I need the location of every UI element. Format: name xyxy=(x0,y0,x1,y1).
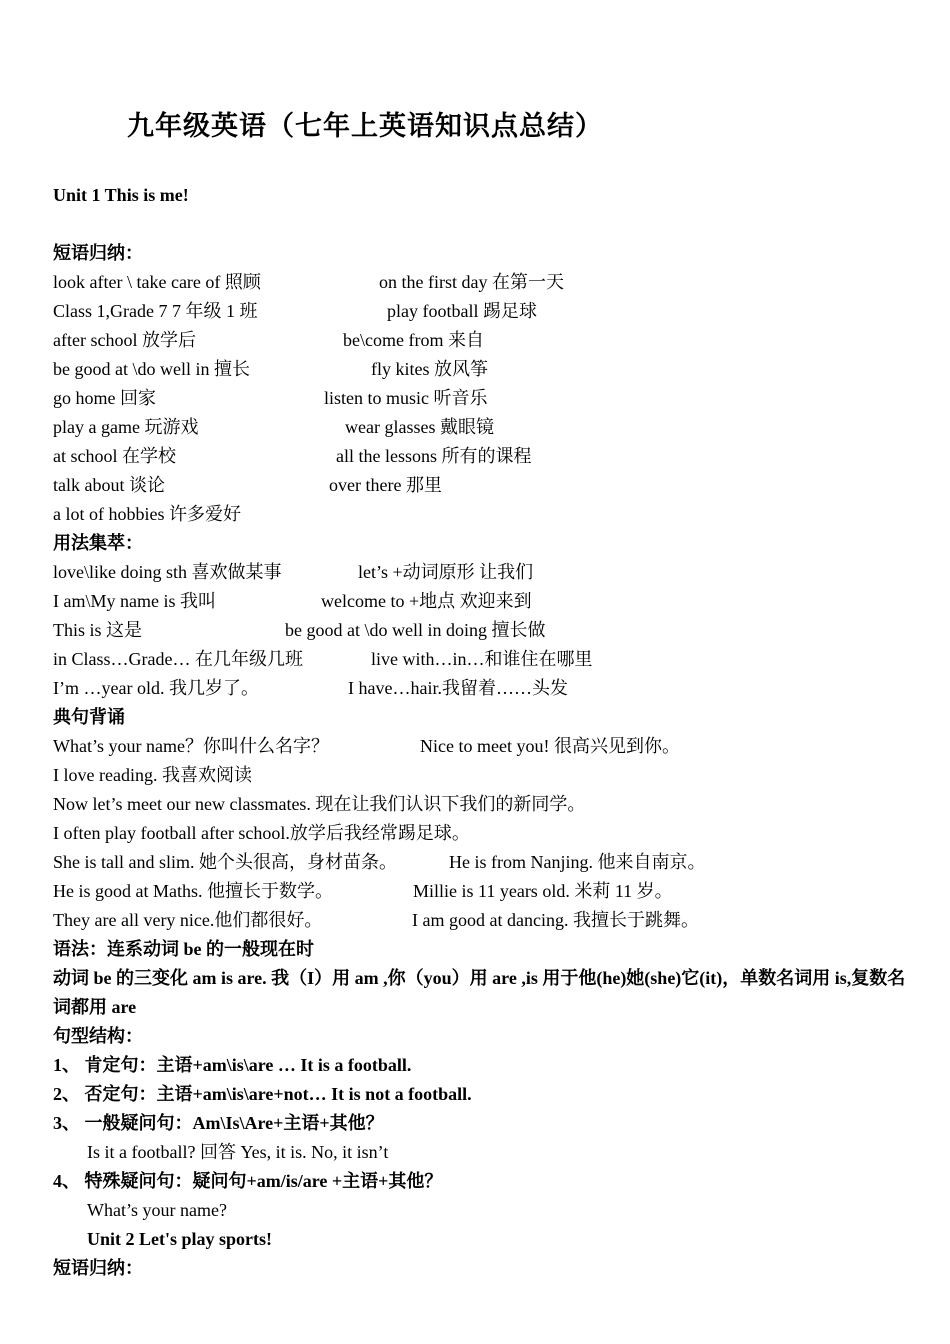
sentence-row: What’s your name？你叫什么名字？ Nice to meet you! 很高兴见到你。 xyxy=(53,736,680,756)
sentences-heading: 典句背诵 xyxy=(53,707,125,727)
grammar-heading: 语法：连系动词 be 的一般现在时 xyxy=(53,939,314,959)
structure-yes-no-example: Is it a football? 回答 Yes, it is. No, it isn’t xyxy=(87,1142,389,1162)
structure-affirmative: 1、 肯定句：主语+am\is\are … It is a football. xyxy=(53,1055,412,1075)
phrase-row: after school 放学后 be\come from 来自 xyxy=(53,330,484,350)
usage-row: in Class…Grade… 在几年级几班 live with…in…和谁住在哪里 xyxy=(53,649,593,669)
phrase-row: be good at \do well in 擅长 fly kites 放风筝 xyxy=(53,359,488,379)
sentence-row: I often play football after school.放学后我经常踢足球。 xyxy=(53,823,470,843)
sentence-row: He is good at Maths. 他擅长于数学。 Millie is 11 years old. 米莉 11 岁。 xyxy=(53,881,673,901)
sentence-row: Now let’s meet our new classmates. 现在让我们认识下我们的新同学。 xyxy=(53,794,586,814)
usage-row: I’m …year old. 我几岁了。 I have…hair.我留着……头发 xyxy=(53,678,568,698)
phrase-row: look after \ take care of 照顾 on the first day 在第一天 xyxy=(53,272,564,292)
structure-wh-example: What’s your name? xyxy=(87,1200,227,1220)
unit1-heading: Unit 1 This is me! xyxy=(53,185,189,205)
phrase-row: at school 在学校 all the lessons 所有的课程 xyxy=(53,446,532,466)
structure-yes-no-question: 3、 一般疑问句：Am\Is\Are+主语+其他？ xyxy=(53,1113,384,1133)
phrase-row: Class 1,Grade 7 7 年级 1 班 play football 踢足球 xyxy=(53,301,537,321)
usage-row: I am\My name is 我叫 welcome to +地点 欢迎来到 xyxy=(53,591,532,611)
phrases2-heading: 短语归纳： xyxy=(53,1258,143,1278)
structure-wh-question: 4、 特殊疑问句：疑问句+am/is/are +主语+其他？ xyxy=(53,1171,443,1191)
sentence-row: She is tall and slim. 她个头很高，身材苗条。 He is from Nanjing. 他来自南京。 xyxy=(53,852,706,872)
grammar-body: 动词 be 的三变化 am is are. 我（I）用 am ,你（you）用 are ,is 用于他(he)她(she)它(it)，单数名词用 is,复数名词都用 are xyxy=(53,968,906,1017)
structure-heading: 句型结构： xyxy=(53,1026,143,1046)
sentence-row: They are all very nice.他们都很好。 I am good at dancing. 我擅长于跳舞。 xyxy=(53,910,699,930)
phrase-row: a lot of hobbies 许多爱好 xyxy=(53,504,241,524)
phrase-row: play a game 玩游戏 wear glasses 戴眼镜 xyxy=(53,417,494,437)
usage-heading: 用法集萃： xyxy=(53,533,143,553)
sentence-row: I love reading. 我喜欢阅读 xyxy=(53,765,252,785)
phrase-row: talk about 谈论 over there 那里 xyxy=(53,475,442,495)
usage-row: This is 这是 be good at \do well in doing 擅长做 xyxy=(53,620,546,640)
structure-negative: 2、 否定句：主语+am\is\are+not… It is not a football. xyxy=(53,1084,472,1104)
usage-row: love\like doing sth 喜欢做某事 let’s +动词原形 让我们 xyxy=(53,562,534,582)
unit2-heading: Unit 2 Let's play sports! xyxy=(87,1229,273,1249)
phrase-row: go home 回家 listen to music 听音乐 xyxy=(53,388,488,408)
page-title: 九年级英语（七年上英语知识点总结） xyxy=(127,111,603,141)
phrases-heading: 短语归纳： xyxy=(53,243,143,263)
